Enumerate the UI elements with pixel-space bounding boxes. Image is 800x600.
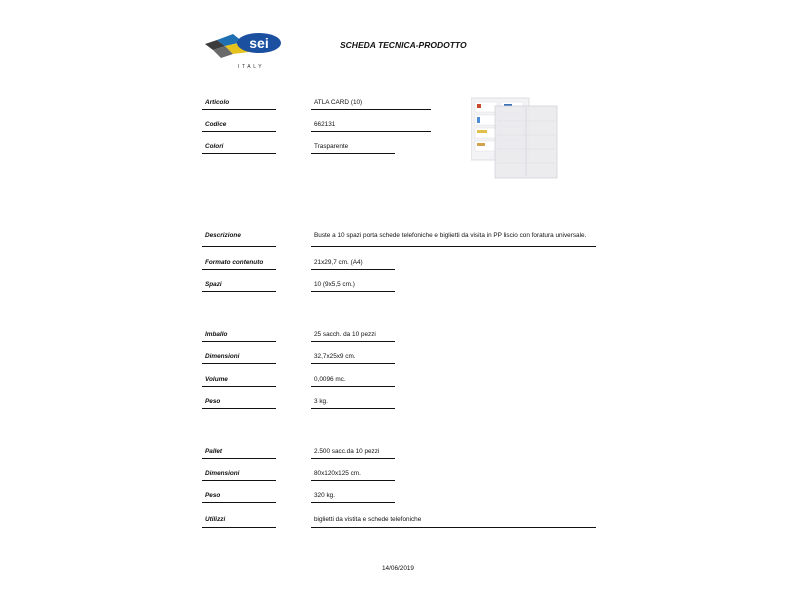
row-underline-value	[311, 363, 395, 364]
label-dimensioni-imballo: Dimensioni	[205, 353, 240, 360]
row-underline-value	[311, 131, 431, 132]
label-dimensioni-pallet: Dimensioni	[205, 470, 240, 477]
value-peso-imballo: 3 kg.	[314, 398, 328, 405]
value-imballo: 25 sacch. da 10 pezzi	[314, 331, 376, 338]
page-title: SCHEDA TECNICA-PRODOTTO	[340, 40, 467, 50]
label-volume: Volume	[205, 376, 228, 383]
card-sleeve-product-photo	[471, 96, 559, 181]
row-underline-value	[311, 527, 596, 528]
row-underline-value	[311, 109, 431, 110]
label-formato-contenuto: Formato contenuto	[205, 259, 264, 266]
row-underline-label	[202, 363, 276, 364]
logo-subtext: ITALY	[238, 64, 265, 70]
label-peso-imballo: Peso	[205, 398, 221, 405]
value-descrizione: Buste a 10 spazi porta schede telefoniche e biglietti da visita in PP liscio con foratura universale.	[314, 232, 587, 239]
row-underline-label	[202, 502, 276, 503]
row-underline-label	[202, 386, 276, 387]
value-spazi: 10 (9x5,5 cm.)	[314, 281, 355, 288]
label-articolo: Articolo	[205, 99, 230, 106]
label-utilizzi: Utilizzi	[205, 516, 226, 523]
row-underline-label	[202, 458, 276, 459]
value-volume: 0,0096 mc.	[314, 376, 346, 383]
row-underline-label	[202, 246, 276, 247]
row-underline-label	[202, 131, 276, 132]
value-articolo: ATLA CARD (10)	[314, 99, 363, 106]
row-underline-label	[202, 269, 276, 270]
value-codice: 662131	[314, 121, 336, 128]
row-underline-value	[311, 341, 395, 342]
label-descrizione: Descrizione	[205, 232, 241, 239]
row-underline-label	[202, 480, 276, 481]
row-underline-label	[202, 109, 276, 110]
row-underline-value	[311, 291, 395, 292]
value-pallet: 2.500 sacc.da 10 pezzi	[314, 448, 380, 455]
label-imballo: Imballo	[205, 331, 228, 338]
row-underline-label	[202, 153, 276, 154]
value-utilizzi: biglietti da vistita e schede telefoniche	[314, 516, 422, 523]
row-underline-value	[311, 480, 395, 481]
row-underline-label	[202, 408, 276, 409]
value-peso-pallet: 320 kg.	[314, 492, 335, 499]
label-codice: Codice	[205, 121, 227, 128]
label-colori: Colori	[205, 143, 224, 150]
value-dimensioni-imballo: 32,7x25x9 cm.	[314, 353, 356, 360]
label-spazi: Spazi	[205, 281, 222, 288]
value-colori: Trasparente	[314, 143, 349, 150]
value-dimensioni-pallet: 80x120x125 cm.	[314, 470, 361, 477]
row-underline-value	[311, 269, 395, 270]
document-date: 14/06/2019	[382, 565, 414, 572]
value-formato-contenuto: 21x29,7 cm. (A4)	[314, 259, 363, 266]
row-underline-label	[202, 291, 276, 292]
row-underline-value	[311, 153, 395, 154]
row-underline-value	[311, 408, 395, 409]
row-underline-value	[311, 458, 395, 459]
label-pallet: Pallet	[205, 448, 223, 455]
row-underline-value	[311, 502, 395, 503]
label-peso-pallet: Peso	[205, 492, 221, 499]
row-underline-value	[311, 246, 596, 247]
logo-text: sei	[249, 35, 269, 51]
row-underline-label	[202, 527, 276, 528]
row-underline-label	[202, 341, 276, 342]
row-underline-value	[311, 386, 395, 387]
